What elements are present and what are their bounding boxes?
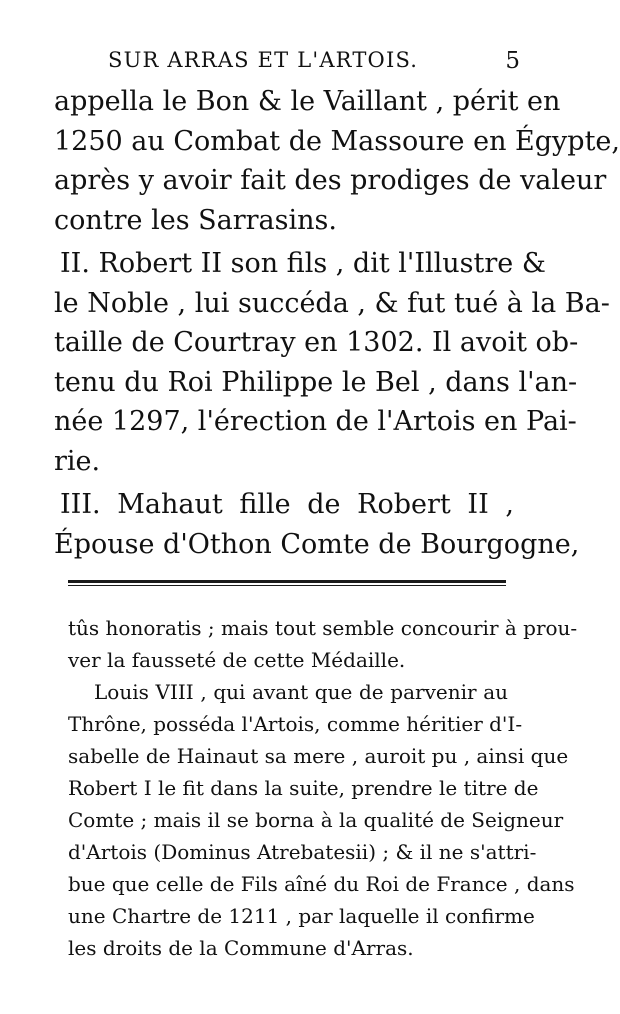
text-line: II. Robert II son fils , dit l'Illustre & <box>60 248 546 279</box>
footnote-line: tûs honoratis ; mais tout semble concourir à prou- <box>68 616 578 640</box>
text-line: taille de Courtray en 1302. Il avoit ob- <box>54 327 579 358</box>
footnote-line: Thrône, posséda l'Artois, comme héritier d'I- <box>68 712 523 736</box>
footnote-rule-thin <box>68 585 506 586</box>
footnote-line: sabelle de Hainaut sa mere , auroit pu , ainsi que <box>68 744 569 768</box>
text-line: III. Mahaut fille de Robert II , <box>60 489 514 520</box>
footnote-line: ver la fausseté de cette Médaille. <box>68 648 406 672</box>
text-line: 1250 au Combat de Massoure en Égypte, <box>54 125 620 157</box>
text-line: appella le Bon & le Vaillant , périt en <box>54 86 561 117</box>
text-line: après y avoir fait des prodiges de valeur <box>54 165 607 196</box>
page-number: 5 <box>505 48 520 74</box>
footnote-line: les droits de la Commune d'Arras. <box>68 936 414 960</box>
footnote-line: Louis VIII , qui avant que de parvenir au <box>94 680 508 704</box>
footnote-text <box>68 612 578 964</box>
text-line: contre les Sarrasins. <box>54 204 337 236</box>
footnote-line: bue que celle de Fils aîné du Roi de France , dans <box>68 872 575 896</box>
text-line: tenu du Roi Philippe le Bel , dans l'an- <box>54 366 578 398</box>
text-line: Épouse d'Othon Comte de Bourgogne, <box>54 528 580 560</box>
page-header <box>90 46 520 80</box>
text-line: née 1297, l'érection de l'Artois en Pai- <box>54 406 577 437</box>
main-text <box>54 82 620 564</box>
footnote-line: une Chartre de 1211 , par laquelle il confirme <box>68 904 535 928</box>
text-line: rie. <box>54 445 101 477</box>
footnote-rule <box>68 580 506 583</box>
footnote-line: Robert I le fit dans la suite, prendre le titre de <box>68 776 539 800</box>
text-line: le Noble , lui succéda , & fut tué à la Ba- <box>54 287 610 319</box>
footnote-line: Comte ; mais il se borna à la qualité de Seigneur <box>68 808 564 832</box>
footnote-line: d'Artois (Dominus Atrebatesii) ; & il ne s'attri- <box>68 840 537 864</box>
running-head: SUR ARRAS ET L'ARTOIS. <box>108 48 419 72</box>
